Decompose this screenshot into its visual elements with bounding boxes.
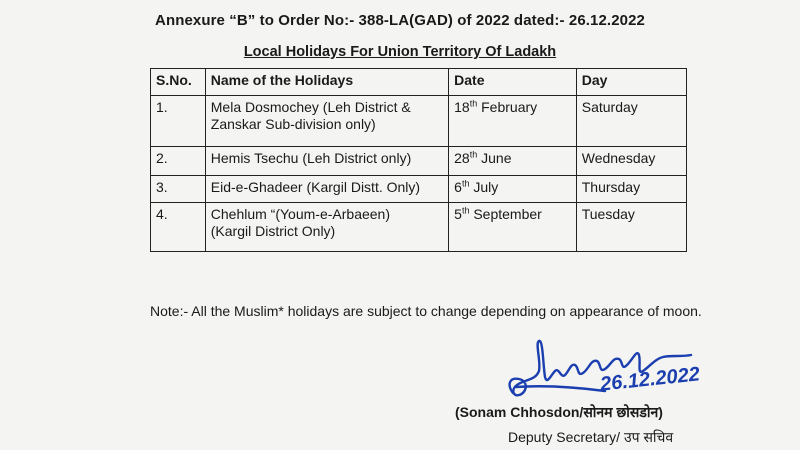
date-month: July [469,179,499,195]
date-day: 5 [454,206,462,222]
cell-sno: 4. [151,203,206,252]
cell-date [449,203,577,252]
date-suffix: th [469,98,478,109]
cell-sno: 3. [151,176,206,203]
signatory-name: (Sonam Chhosdon/सोनम छोसडोन) [455,404,663,420]
document-heading: Annexure “B” to Order No:- 388-LA(GAD) of 2022 dated:- 26.12.2022 [155,12,645,29]
holiday-name-line: Mela Dosmochey (Leh District & [210,99,411,115]
column-header-sno: S.No. [151,69,206,96]
table-row [151,203,687,252]
cell-sno: 2. [151,147,206,176]
cell-day: Thursday [576,176,686,203]
note-text: Note:- All the Muslim* holidays are subject to change depending on appearance of moon. [150,303,702,319]
cell-date [449,176,577,203]
date-suffix: th [469,149,478,160]
holidays-table [150,68,687,252]
cell-day: Saturday [576,96,686,147]
date-day: 18 [454,99,470,115]
signatory-designation: Deputy Secretary/ उप सचिव [508,429,674,445]
cell-holiday-name [205,203,448,252]
handwritten-signature [505,335,720,405]
date-day: 28 [454,150,470,166]
document-subheading: Local Holidays For Union Territory Of Ladakh [243,44,557,60]
column-header-name: Name of the Holidays [205,69,448,96]
date-month: September [469,206,542,222]
table-header-row [151,69,687,96]
date-suffix: th [461,205,470,216]
cell-date [449,96,577,147]
table-row [151,96,687,147]
table-row [151,176,687,203]
cell-day: Tuesday [576,203,686,252]
holiday-name-line: Eid-e-Ghadeer (Kargil Distt. Only) [210,179,421,195]
table-row [151,147,687,176]
date-suffix: th [461,178,470,189]
date-day: 6 [454,179,462,195]
column-header-date: Date [449,69,577,96]
cell-day: Wednesday [576,147,686,176]
cell-holiday-name [205,176,448,203]
handwritten-date: 26.12.2022 [599,363,701,396]
holiday-name-line: Chehlum “(Youm-e-Arbaeen) [210,206,390,222]
column-header-day: Day [576,69,686,96]
cell-sno: 1. [151,96,206,147]
cell-date [449,147,577,176]
cell-holiday-name [205,147,448,176]
holiday-name-line: Zanskar Sub-division only) [210,116,376,132]
holiday-name-line: Hemis Tsechu (Leh District only) [210,150,412,166]
holiday-name-line: (Kargil District Only) [210,223,336,239]
cell-holiday-name [205,96,448,147]
date-month: June [477,150,512,166]
date-month: February [477,99,538,115]
